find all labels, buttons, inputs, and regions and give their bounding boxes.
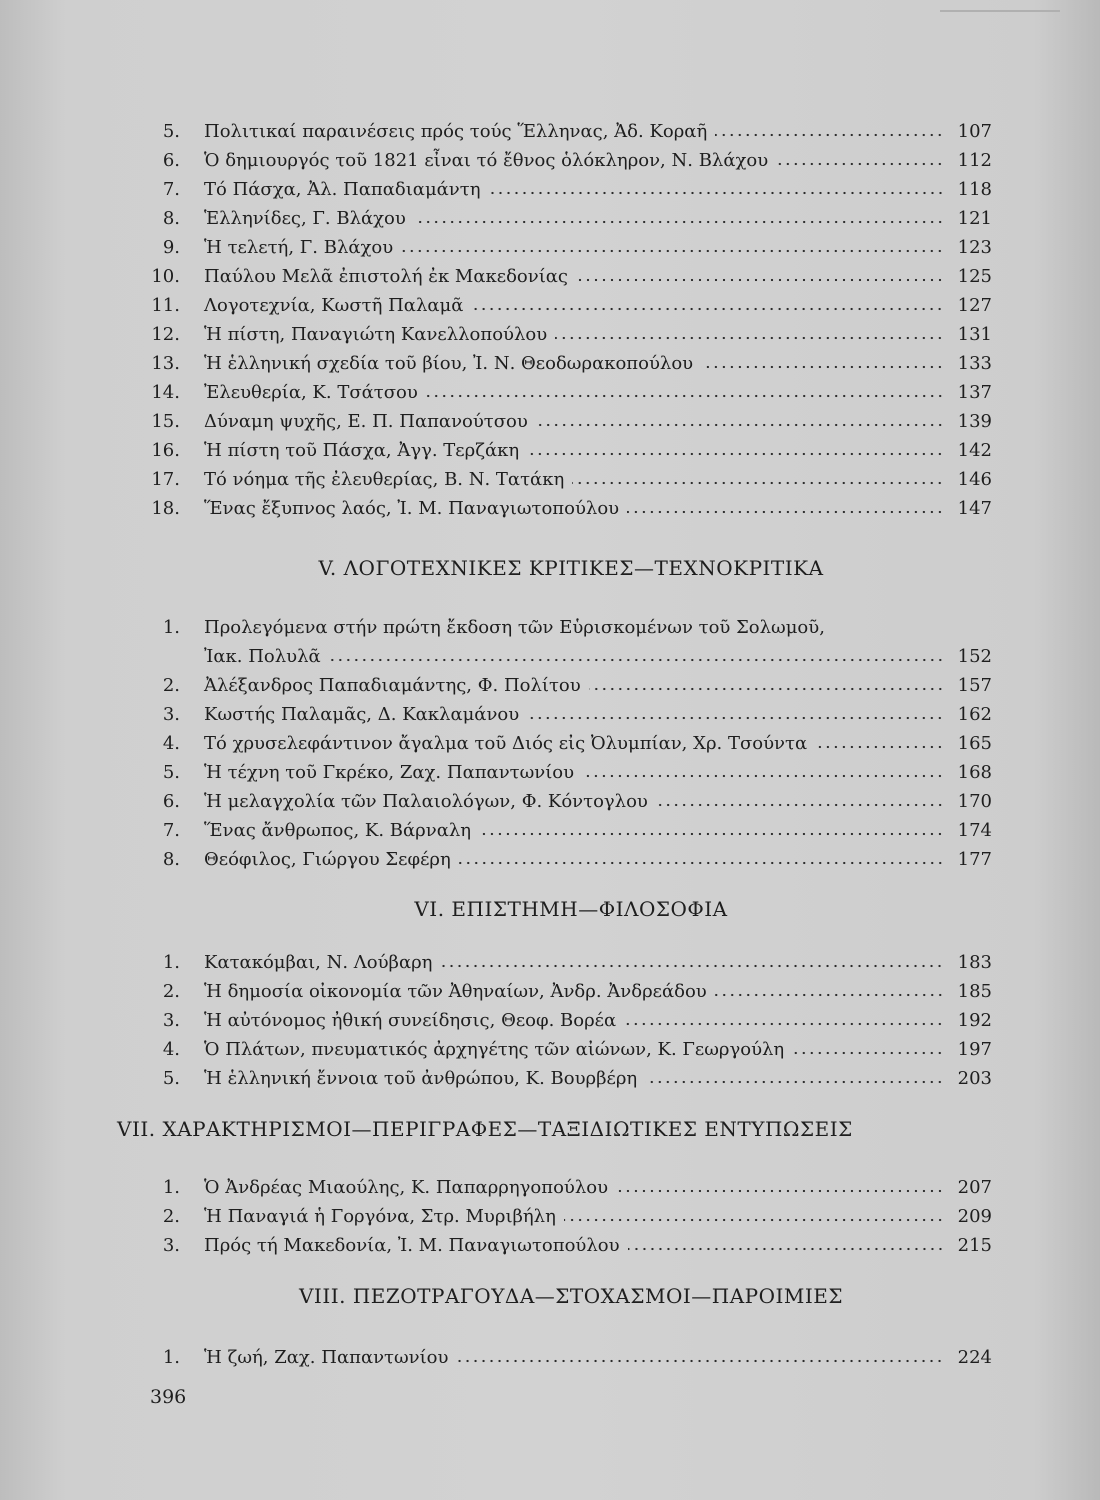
section-heading-v: V. ΛΟΓΟΤΕΧΝΙΚΕΣ ΚΡΙΤΙΚΕΣ—ΤΕΧΝΟΚΡΙΤΙΚΑ <box>318 556 824 580</box>
entry-page: 197 <box>957 1039 992 1060</box>
toc-entry[interactable] <box>150 845 992 874</box>
toc-entry[interactable] <box>150 378 992 407</box>
entry-page: 147 <box>957 498 992 519</box>
toc-section-viii <box>150 1343 992 1372</box>
entry-number: 17. <box>151 469 180 490</box>
dot-leader <box>527 452 944 456</box>
entry-page: 121 <box>957 208 992 229</box>
entry-page: 107 <box>957 121 992 142</box>
entry-title: Κωστής Παλαμᾶς, Δ. Κακλαμάνου <box>204 704 520 725</box>
toc-entry[interactable] <box>150 671 992 700</box>
toc-entry[interactable] <box>150 948 992 977</box>
entry-title: Ἡ Παναγιά ἡ Γοργόνα, Στρ. Μυριβήλη <box>204 1206 556 1227</box>
toc-entry[interactable] <box>150 117 992 146</box>
entry-page: 162 <box>957 704 992 725</box>
entry-page: 146 <box>957 469 992 490</box>
entry-number: 2. <box>162 675 180 696</box>
dot-leader <box>329 658 944 662</box>
entry-title: Ἡ αὐτόνομος ἠθική συνείδησις, Θεοφ. Βορέα <box>204 1010 617 1031</box>
dot-leader <box>489 191 945 195</box>
entry-number: 3. <box>162 1235 180 1256</box>
toc-entry[interactable] <box>150 977 992 1006</box>
entry-page: 112 <box>957 150 992 171</box>
toc-entries <box>150 671 992 874</box>
toc-entry[interactable] <box>150 1202 992 1231</box>
page-number: 396 <box>150 1386 187 1408</box>
entry-number: 8. <box>162 849 180 870</box>
entry-title: Θεόφιλος, Γιώργου Σεφέρη <box>204 849 451 870</box>
entry-number: 3. <box>162 704 180 725</box>
entry-number: 1. <box>162 952 180 973</box>
dot-leader <box>815 745 944 749</box>
entry-page: 131 <box>957 324 992 345</box>
toc-entry[interactable] <box>150 233 992 262</box>
entry-title: Πολιτικαί παραινέσεις πρός τούς Ἕλληνας, Ἀδ. Κοραῆ <box>204 121 708 142</box>
dot-leader <box>401 249 944 253</box>
toc-entry[interactable] <box>150 1173 992 1202</box>
dot-leader <box>616 1189 944 1193</box>
entry-title: Τό χρυσελεφάντινον ἄγαλμα τοῦ Διός εἰς Ὀλυμπίαν, Χρ. Τσούντα <box>204 733 808 754</box>
toc-entry[interactable] <box>150 494 992 523</box>
dot-leader <box>701 365 944 369</box>
entry-page: 170 <box>957 791 992 812</box>
entry-title: Ἡ πίστη τοῦ Πάσχα, Ἀγγ. Τερζάκη <box>204 440 520 461</box>
entry-page: 157 <box>957 675 992 696</box>
toc-entry[interactable] <box>150 1035 992 1064</box>
entry-number: 8. <box>162 208 180 229</box>
toc-entry[interactable] <box>150 407 992 436</box>
dot-leader <box>792 1051 944 1055</box>
entry-number: 18. <box>151 498 180 519</box>
dot-leader <box>656 803 944 807</box>
entry-page: 142 <box>957 440 992 461</box>
entry-title: Ἡ ἑλληνική ἔννοια τοῦ ἀνθρώπου, Κ. Βουρβέρη <box>204 1068 638 1089</box>
entry-title: Ἕνας ἄνθρωπος, Κ. Βάρναλη <box>204 820 472 841</box>
dot-leader <box>459 861 944 865</box>
dot-leader <box>471 307 944 311</box>
toc-entry[interactable] <box>150 700 992 729</box>
toc-entry[interactable] <box>150 1006 992 1035</box>
dot-leader <box>776 162 944 166</box>
toc-entry[interactable] <box>150 816 992 845</box>
entry-number: 9. <box>162 237 180 258</box>
entry-page: 207 <box>957 1177 992 1198</box>
toc-entry[interactable] <box>150 465 992 494</box>
dot-leader <box>715 133 944 137</box>
entry-page: 133 <box>957 353 992 374</box>
dot-leader <box>628 1247 944 1251</box>
entry-page: 183 <box>957 952 992 973</box>
entry-title: Ἡ ζωή, Ζαχ. Παπαντωνίου <box>204 1347 449 1368</box>
dot-leader <box>456 1359 944 1363</box>
entry-title: Ἡ τέχνη τοῦ Γκρέκο, Ζαχ. Παπαντωνίου <box>204 762 575 783</box>
entry-page: 185 <box>957 981 992 1002</box>
entry-title: Ἡ μελαγχολία τῶν Παλαιολόγων, Φ. Κόντογλου <box>204 791 648 812</box>
entry-number: 6. <box>162 791 180 812</box>
toc-entry[interactable] <box>150 1343 992 1372</box>
entry-number: 5. <box>162 121 180 142</box>
scan-artifact <box>940 10 1060 12</box>
entry-page: 165 <box>957 733 992 754</box>
dot-leader <box>440 964 944 968</box>
entry-number: 1. <box>162 1347 180 1368</box>
entry-title: Παύλου Μελᾶ ἐπιστολή ἐκ Μακεδονίας <box>204 266 568 287</box>
entry-title: Δύναμη ψυχῆς, Ε. Π. Παπανούτσου <box>204 411 528 432</box>
dot-leader <box>624 1022 944 1026</box>
dot-leader <box>589 687 944 691</box>
entry-number: 1. <box>162 1177 180 1198</box>
entry-title: Ἀλέξανδρος Παπαδιαμάντης, Φ. Πολίτου <box>204 675 581 696</box>
toc-entry[interactable] <box>150 436 992 465</box>
entry-page: 174 <box>957 820 992 841</box>
toc-entry[interactable] <box>150 349 992 378</box>
entry-number: 10. <box>151 266 180 287</box>
dot-leader <box>426 394 944 398</box>
entry-title: Τό Πάσχα, Ἀλ. Παπαδιαμάντη <box>204 179 481 200</box>
entry-title: Ἡ τελετή, Γ. Βλάχου <box>204 237 394 258</box>
entry-title: Τό νόημα τῆς ἐλευθερίας, Β. Ν. Τατάκη <box>204 469 565 490</box>
entry-title: Λογοτεχνία, Κωστῆ Παλαμᾶ <box>204 295 464 316</box>
entry-number: 15. <box>151 411 180 432</box>
toc-entry[interactable] <box>150 175 992 204</box>
section-heading-viii: VIII. ΠΕΖΟΤΡΑΓΟΥΔΑ—ΣΤΟΧΑΣΜΟΙ—ΠΑΡΟΙΜΙΕΣ <box>298 1284 844 1308</box>
toc-section-vi <box>150 948 992 1093</box>
entry-page: 168 <box>957 762 992 783</box>
entry-title: Ὁ Πλάτων, πνευματικός ἀρχηγέτης τῶν αἰώνων, Κ. Γεωργούλη <box>204 1039 785 1060</box>
entry-number: 7. <box>162 820 180 841</box>
toc-entry[interactable] <box>150 262 992 291</box>
toc-entry[interactable] <box>150 729 992 758</box>
entry-page: 139 <box>957 411 992 432</box>
entry-number: 13. <box>151 353 180 374</box>
entry-title: Ὁ δημιουργός τοῦ 1821 εἶναι τό ἔθνος ὁλόκληρον, Ν. Βλάχου <box>204 150 769 171</box>
dot-leader <box>627 510 944 514</box>
entry-number: 5. <box>162 1068 180 1089</box>
entry-number: 1. <box>162 617 180 638</box>
entry-number: 14. <box>151 382 180 403</box>
toc-section-iv-continued <box>150 117 992 523</box>
entry-number: 2. <box>162 981 180 1002</box>
entry-page: 203 <box>957 1068 992 1089</box>
toc-entry[interactable] <box>150 204 992 233</box>
entry-number: 11. <box>151 295 180 316</box>
entry-page: 224 <box>957 1347 992 1368</box>
entry-title: Πρός τή Μακεδονία, Ἰ. Μ. Παναγιωτοπούλου <box>204 1235 620 1256</box>
entry-page: 127 <box>957 295 992 316</box>
entry-page: 152 <box>957 646 992 667</box>
dot-leader <box>715 993 944 997</box>
entry-title: Ἡ ἑλληνική σχεδία τοῦ βίου, Ἰ. Ν. Θεοδωρακοπούλου <box>204 353 694 374</box>
toc-section-vii <box>150 1173 992 1260</box>
dot-leader <box>536 423 944 427</box>
entry-title: Ὁ Ἀνδρέας Μιαούλης, Κ. Παπαρρηγοπούλου <box>204 1177 609 1198</box>
entry-title: Ἑλληνίδες, Γ. Βλάχου <box>204 208 406 229</box>
entry-title: Ἐλευθερία, Κ. Τσάτσου <box>204 382 418 403</box>
toc-entry-first-line <box>150 613 992 642</box>
dot-leader <box>555 336 944 340</box>
entry-number: 5. <box>162 762 180 783</box>
toc-entry[interactable] <box>150 291 992 320</box>
entry-number: 3. <box>162 1010 180 1031</box>
toc-entry[interactable] <box>150 787 992 816</box>
entry-title: Κατακόμβαι, Ν. Λούβαρη <box>204 952 433 973</box>
entry-page: 123 <box>957 237 992 258</box>
toc-entry[interactable] <box>150 320 992 349</box>
entry-title-continued: Ἰακ. Πολυλᾶ <box>204 646 321 667</box>
toc-entry[interactable] <box>150 1064 992 1093</box>
toc-section-v <box>150 613 992 874</box>
entry-number: 16. <box>151 440 180 461</box>
entry-page: 192 <box>957 1010 992 1031</box>
section-heading-vii: VII. ΧΑΡΑΚΤΗΡΙΣΜΟΙ—ΠΕΡΙΓΡΑΦΕΣ—ΤΑΞΙΔΙΩΤΙΚΕΣ ΕΝΤΥΠΩΣΕΙΣ <box>117 1117 853 1141</box>
entry-page: 118 <box>957 179 992 200</box>
dot-leader <box>564 1218 944 1222</box>
entry-number: 7. <box>162 179 180 200</box>
dot-leader <box>479 832 944 836</box>
toc-entry[interactable] <box>150 1231 992 1260</box>
dot-leader <box>414 220 944 224</box>
dot-leader <box>527 716 944 720</box>
dot-leader <box>572 481 944 485</box>
entry-number: 2. <box>162 1206 180 1227</box>
toc-entry[interactable] <box>150 146 992 175</box>
entry-page: 125 <box>957 266 992 287</box>
dot-leader <box>645 1080 944 1084</box>
entry-page: 215 <box>957 1235 992 1256</box>
entry-number: 4. <box>162 1039 180 1060</box>
section-heading-vi: VI. ΕΠΙΣΤΗΜΗ—ΦΙΛΟΣΟΦΙΑ <box>414 897 728 921</box>
entry-number: 6. <box>162 150 180 171</box>
entry-title: Ἡ πίστη, Παναγιώτη Κανελλοπούλου <box>204 324 548 345</box>
entry-page: 177 <box>957 849 992 870</box>
dot-leader <box>582 774 944 778</box>
entry-number: 4. <box>162 733 180 754</box>
entry-title: Ἕνας ἔξυπνος λαός, Ἰ. Μ. Παναγιωτοπούλου <box>204 498 620 519</box>
entry-page: 209 <box>957 1206 992 1227</box>
entry-title: Προλεγόμενα στήν πρώτη ἔκδοση τῶν Εὑρισκομένων τοῦ Σολωμοῦ, <box>204 617 825 638</box>
dot-leader <box>576 278 944 282</box>
toc-entry[interactable] <box>150 758 992 787</box>
entry-page: 137 <box>957 382 992 403</box>
toc-entry[interactable] <box>150 642 992 671</box>
entry-number: 12. <box>151 324 180 345</box>
entry-title: Ἡ δημοσία οἰκονομία τῶν Ἀθηναίων, Ἀνδρ. Ἀνδρεάδου <box>204 981 707 1002</box>
